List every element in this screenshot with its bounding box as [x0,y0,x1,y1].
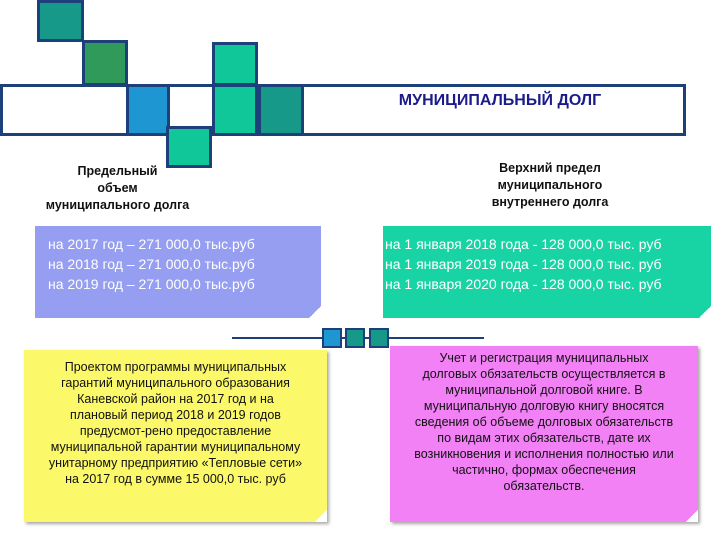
page-curl-icon [699,306,711,318]
guarantee-line: Проектом программы муниципальных [64,360,287,374]
deco-square-teal-top [37,0,84,42]
registry-line: частично, формах обеспечения [452,463,636,477]
registry-line: сведения об объеме долговых обязательств [414,415,674,429]
registry-note [390,346,698,522]
ceiling-heading-line: внутреннего долга [491,195,609,209]
debt-limit-line: на 2018 год – 271 000,0 тыс.руб [48,256,255,272]
deco-square-blue [126,84,170,136]
guarantee-line: на 2017 год в сумме 15 000,0 тыс. руб [65,472,286,486]
deco-square-small [369,328,389,348]
registry-line: по видам этих обязательств, дате их [437,431,651,445]
page-title: МУНИЦИПАЛЬНЫЙ ДОЛГ [398,92,602,109]
registry-line: Учет и регистрация муниципальных [439,351,649,365]
deco-square-mint-top [212,42,258,86]
limit-heading-line: объем [97,181,138,195]
deco-square-small [345,328,365,348]
page-curl-icon [315,510,327,522]
debt-limit-line: на 2017 год – 271 000,0 тыс.руб [48,236,255,252]
deco-square-teal-mid [258,84,304,136]
debt-ceiling-line: на 1 января 2018 года - 128 000,0 тыс. руб [385,236,662,252]
guarantee-line: Каневской район на 2017 год и на [77,392,274,406]
deco-square-small [322,328,342,348]
ceiling-heading-line: Верхний предел [499,161,601,175]
debt-limit-line: на 2019 год – 271 000,0 тыс.руб [48,276,255,292]
registry-line: муниципальную долговую книгу вносятся [423,399,665,413]
page-curl-icon [686,510,698,522]
guarantee-line: муниципальной гарантии муниципальному [50,440,301,454]
deco-square-mint-mid [212,84,258,136]
debt-ceiling-line: на 1 января 2020 года - 128 000,0 тыс. руб [385,276,662,292]
guarantee-line: гарантий муниципального образования [61,376,290,390]
guarantee-line: предусмот-рено предоставление [79,424,272,438]
deco-square-green [82,40,128,86]
deco-square-mint-low [166,126,212,168]
limit-heading-line: Предельный [77,164,158,178]
page-curl-icon [309,306,321,318]
guarantee-note [24,350,327,522]
limit-heading-line: муниципального долга [45,198,190,212]
registry-line: муниципальной долговой книге. В [445,383,643,397]
registry-line: обязательств. [503,479,585,493]
ceiling-heading-line: муниципального [497,178,603,192]
registry-line: долговых обязательств осуществляется в [422,367,666,381]
guarantee-line: унитарному предприятию «Тепловые сети» [48,456,303,470]
limit-heading [20,163,215,214]
debt-limit-note [35,226,321,318]
guarantee-line: плановый период 2018 и 2019 годов [70,408,281,422]
registry-line: возникновения и исполнения полностью или [414,447,674,461]
ceiling-heading [450,160,650,211]
debt-ceiling-note [383,226,711,318]
debt-ceiling-line: на 1 января 2019 года - 128 000,0 тыс. руб [385,256,662,272]
